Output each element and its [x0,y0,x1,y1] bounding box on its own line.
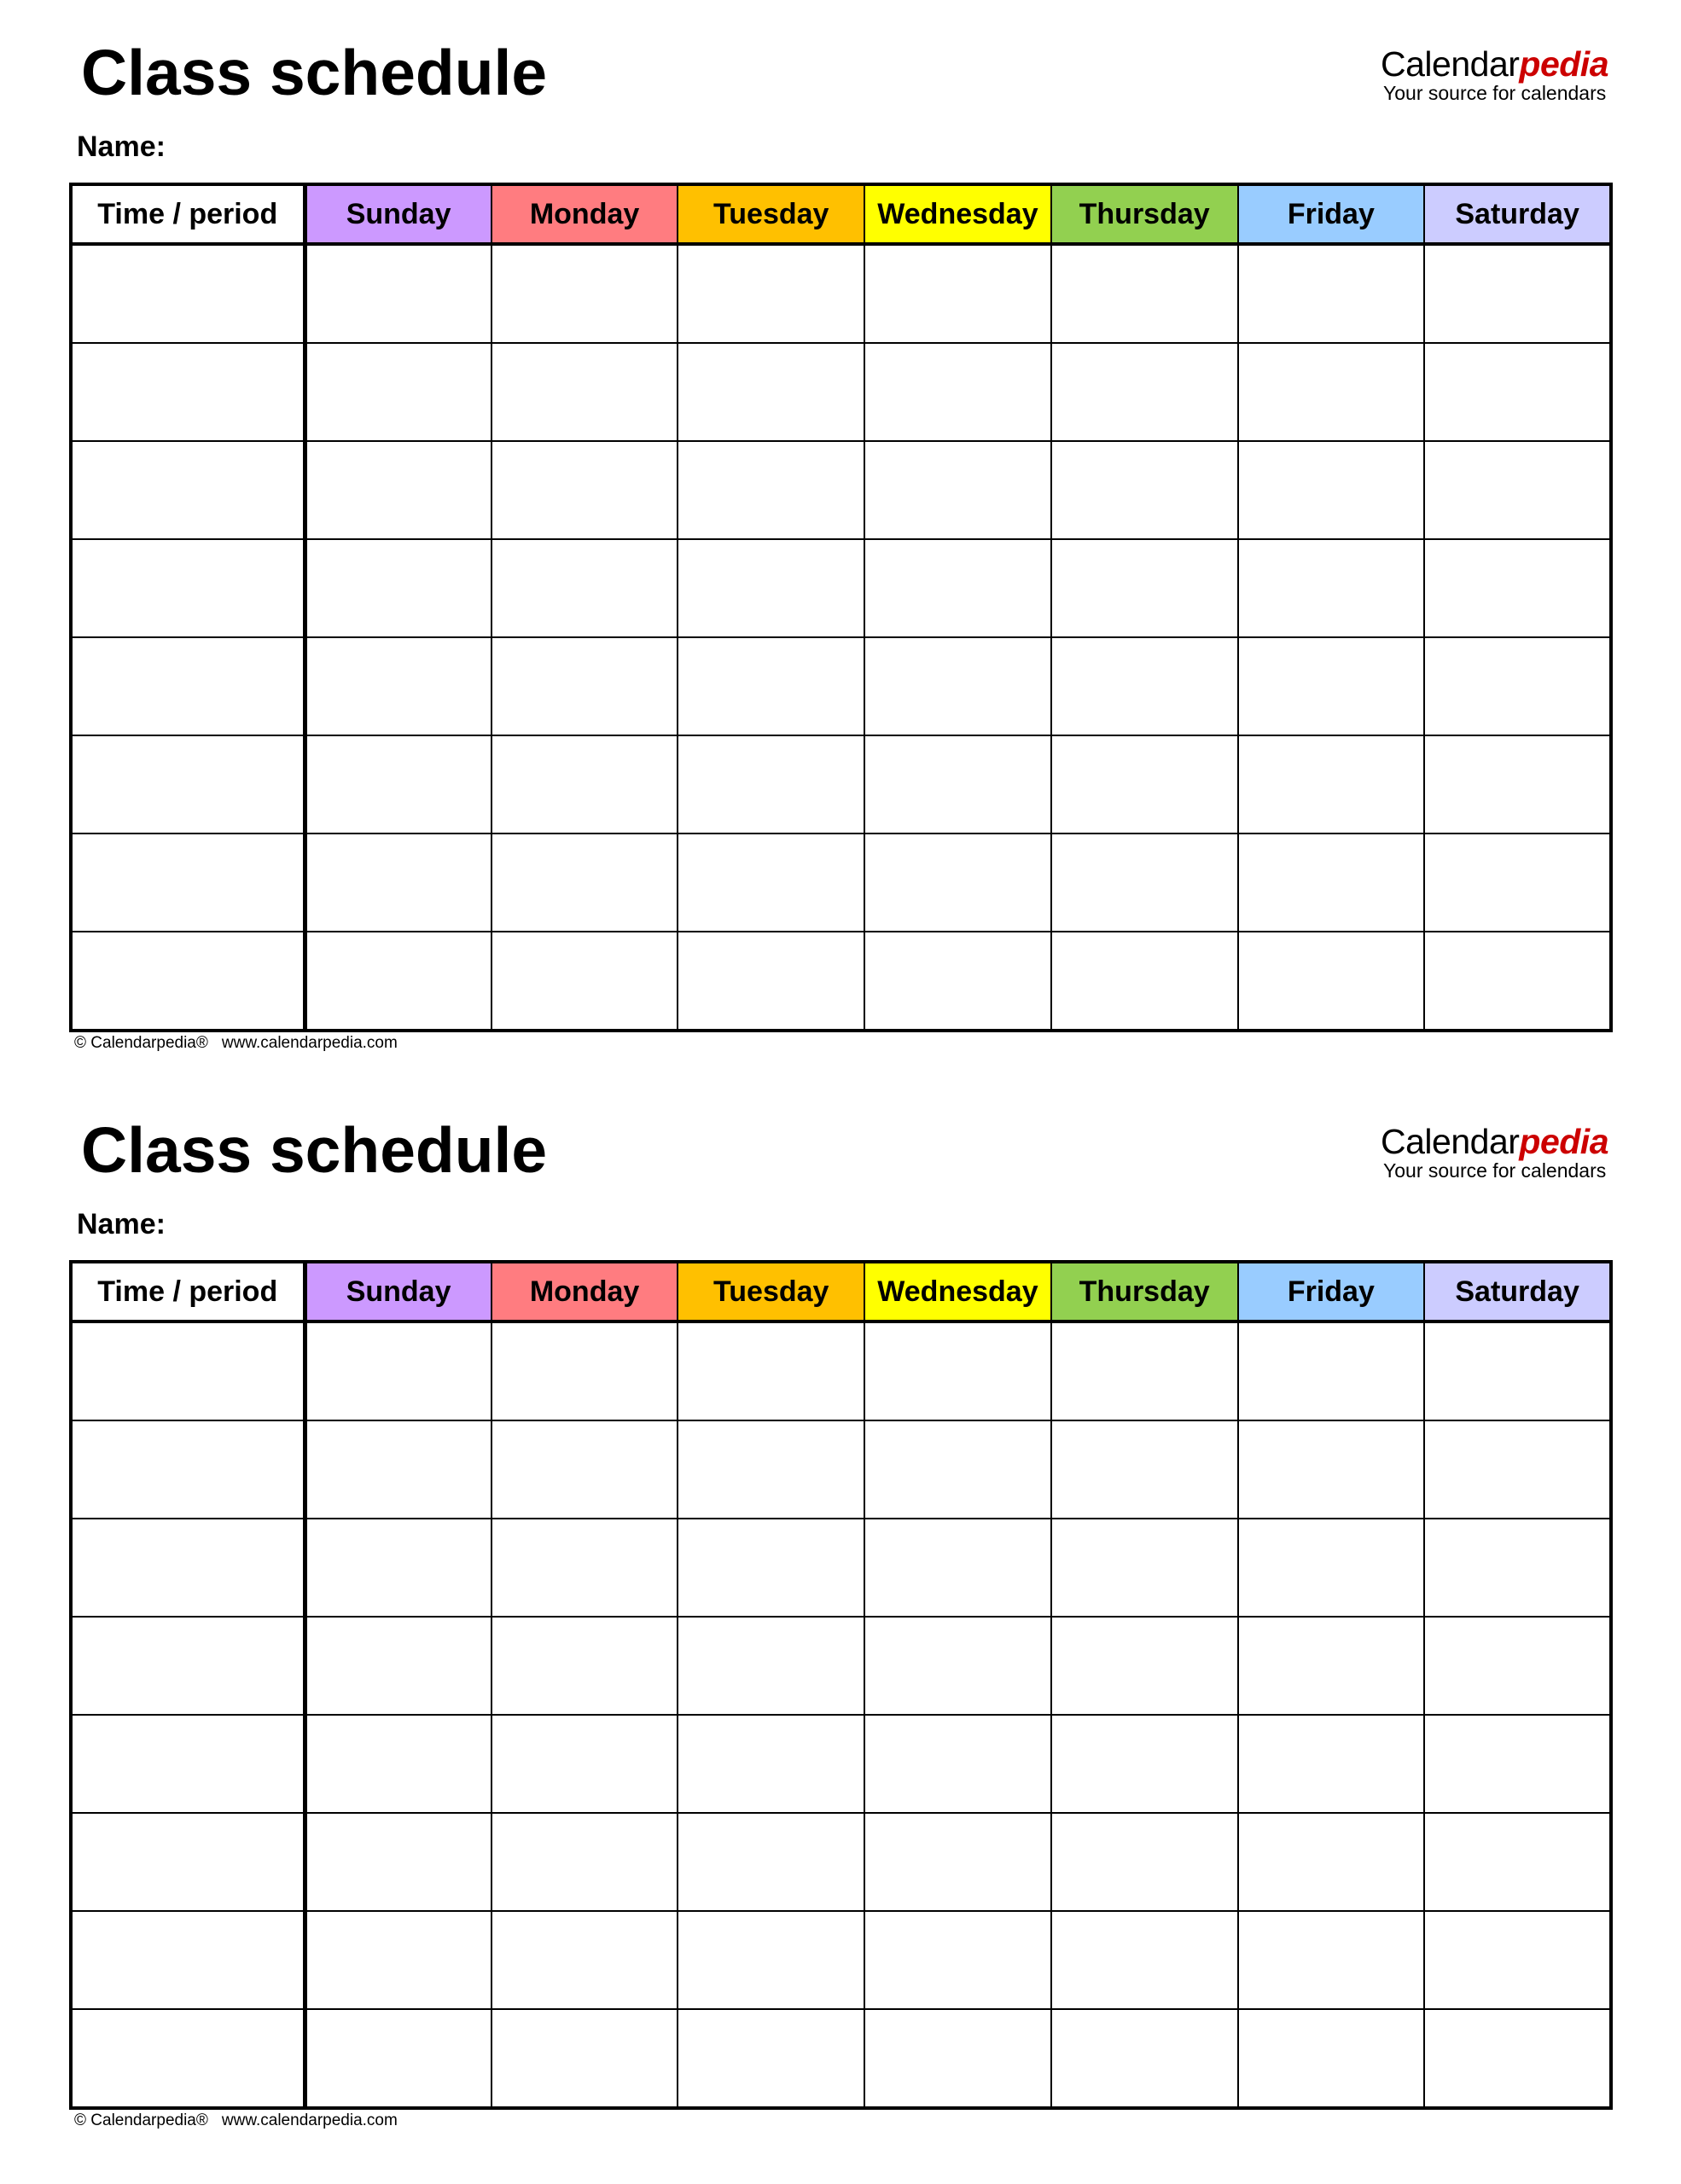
schedule-cell-tuesday[interactable] [678,539,864,637]
schedule-cell-wednesday[interactable] [864,244,1051,343]
schedule-cell-saturday[interactable] [1424,2009,1611,2108]
schedule-cell-sunday[interactable] [305,2009,492,2108]
schedule-row [71,343,1611,441]
calendarpedia-logo [1381,1124,1608,1181]
schedule-cell-wednesday[interactable] [864,1617,1051,1715]
time-period-header: Time / period [71,184,305,244]
day-header-friday: Friday [1238,1262,1425,1321]
logo-brand-suffix: pedia [1519,44,1608,84]
schedule-cell-tuesday[interactable] [678,932,864,1031]
schedule-cell-sunday[interactable] [305,1715,492,1813]
schedule-cell-tuesday[interactable] [678,244,864,343]
schedule-cell-monday[interactable] [492,834,678,932]
schedule-cell-friday[interactable] [1238,2009,1425,2108]
schedule-cell-monday[interactable] [492,1617,678,1715]
time-period-cell[interactable] [71,1911,305,2009]
schedule-cell-thursday[interactable] [1051,1321,1238,1420]
schedule-cell-friday[interactable] [1238,1617,1425,1715]
schedule-row [71,1911,1611,2009]
schedule-cell-tuesday[interactable] [678,343,864,441]
schedule-cell-sunday[interactable] [305,637,492,735]
header-row [71,184,1611,244]
time-period-cell[interactable] [71,244,305,343]
day-header-tuesday: Tuesday [678,1262,864,1321]
schedule-cell-saturday[interactable] [1424,244,1611,343]
page-title: Class schedule [81,37,548,108]
logo-wordmark [1381,44,1608,84]
day-header-thursday: Thursday [1051,184,1238,244]
schedule-cell-monday[interactable] [492,539,678,637]
schedule-cell-wednesday[interactable] [864,932,1051,1031]
logo-tagline: Your source for calendars [1383,1159,1607,1182]
schedule-cell-wednesday[interactable] [864,637,1051,735]
schedule-cell-monday[interactable] [492,1519,678,1617]
schedule-cell-friday[interactable] [1238,735,1425,834]
schedule-row [71,539,1611,637]
schedule-cell-tuesday[interactable] [678,637,864,735]
logo-brand-prefix: Calendar [1381,44,1520,84]
footer-credit [74,2112,398,2129]
time-period-cell[interactable] [71,932,305,1031]
schedule-cell-thursday[interactable] [1051,1911,1238,2009]
schedule-cell-sunday[interactable] [305,1911,492,2009]
schedule-cell-tuesday[interactable] [678,1813,864,1911]
footer-url: www.calendarpedia.com [221,2111,398,2129]
schedule-cell-sunday[interactable] [305,932,492,1031]
schedule-body [71,244,1611,1031]
day-header-sunday: Sunday [305,1262,492,1321]
day-header-friday: Friday [1238,184,1425,244]
schedule-cell-friday[interactable] [1238,244,1425,343]
schedule-cell-monday[interactable] [492,932,678,1031]
schedule-cell-thursday[interactable] [1051,244,1238,343]
schedule-cell-friday[interactable] [1238,932,1425,1031]
schedule-cell-tuesday[interactable] [678,1420,864,1519]
schedule-cell-wednesday[interactable] [864,1519,1051,1617]
schedule-cell-tuesday[interactable] [678,1715,864,1813]
schedule-cell-thursday[interactable] [1051,1715,1238,1813]
schedule-cell-monday[interactable] [492,343,678,441]
schedule-table [69,183,1613,1032]
time-period-cell[interactable] [71,1617,305,1715]
footer-url: www.calendarpedia.com [221,1034,398,1052]
day-header-monday: Monday [492,184,678,244]
time-period-cell[interactable] [71,834,305,932]
name-label: Name: [77,1208,166,1240]
logo-wordmark [1381,1124,1608,1159]
schedule-cell-friday[interactable] [1238,1519,1425,1617]
schedule-cell-wednesday[interactable] [864,834,1051,932]
schedule-row [71,932,1611,1031]
schedule-cell-thursday[interactable] [1051,637,1238,735]
schedule-cell-friday[interactable] [1238,441,1425,539]
schedule-cell-monday[interactable] [492,1911,678,2009]
schedule-cell-thursday[interactable] [1051,834,1238,932]
time-period-cell[interactable] [71,1420,305,1519]
schedule-table [69,1260,1613,2110]
footer-copyright: © Calendarpedia® [74,2111,208,2129]
schedule-cell-monday[interactable] [492,1715,678,1813]
schedule-cell-monday[interactable] [492,1321,678,1420]
schedule-cell-tuesday[interactable] [678,1911,864,2009]
schedule-row [71,834,1611,932]
schedule-cell-friday[interactable] [1238,1420,1425,1519]
schedule-cell-monday[interactable] [492,441,678,539]
time-period-cell[interactable] [71,1321,305,1420]
schedule-cell-thursday[interactable] [1051,1420,1238,1519]
schedule-cell-sunday[interactable] [305,343,492,441]
footer-credit [74,1035,398,1051]
logo-tagline: Your source for calendars [1383,82,1607,104]
day-header-tuesday: Tuesday [678,184,864,244]
footer-copyright: © Calendarpedia® [74,1034,208,1052]
time-period-cell[interactable] [71,539,305,637]
schedule-cell-saturday[interactable] [1424,637,1611,735]
schedule-cell-sunday[interactable] [305,1321,492,1420]
schedule-row [71,2009,1611,2108]
day-header-wednesday: Wednesday [864,1262,1051,1321]
schedule-cell-wednesday[interactable] [864,343,1051,441]
schedule-cell-saturday[interactable] [1424,1321,1611,1420]
schedule-cell-monday[interactable] [492,1813,678,1911]
schedule-cell-tuesday[interactable] [678,834,864,932]
schedule-cell-sunday[interactable] [305,244,492,343]
schedule-cell-saturday[interactable] [1424,343,1611,441]
schedule-cell-saturday[interactable] [1424,1813,1611,1911]
schedule-cell-monday[interactable] [492,735,678,834]
schedule-cell-saturday[interactable] [1424,441,1611,539]
day-header-monday: Monday [492,1262,678,1321]
schedule-cell-thursday[interactable] [1051,1617,1238,1715]
logo-brand-suffix: pedia [1519,1122,1608,1161]
page-title: Class schedule [81,1114,548,1186]
schedule-cell-thursday[interactable] [1051,932,1238,1031]
schedule-row [71,1321,1611,1420]
time-period-cell[interactable] [71,1519,305,1617]
schedule-row [71,441,1611,539]
schedule-row [71,735,1611,834]
schedule-cell-friday[interactable] [1238,1321,1425,1420]
schedule-row [71,1519,1611,1617]
time-period-cell[interactable] [71,1715,305,1813]
schedule-cell-saturday[interactable] [1424,1519,1611,1617]
schedule-cell-sunday[interactable] [305,539,492,637]
time-period-cell[interactable] [71,343,305,441]
schedule-cell-wednesday[interactable] [864,1321,1051,1420]
schedule-cell-tuesday[interactable] [678,1519,864,1617]
schedule-cell-thursday[interactable] [1051,735,1238,834]
schedule-cell-wednesday[interactable] [864,2009,1051,2108]
time-period-cell[interactable] [71,735,305,834]
schedule-cell-tuesday[interactable] [678,735,864,834]
schedule-row [71,1813,1611,1911]
schedule-row [71,1715,1611,1813]
schedule-cell-saturday[interactable] [1424,735,1611,834]
time-period-cell[interactable] [71,441,305,539]
schedule-cell-tuesday[interactable] [678,2009,864,2108]
logo-brand-prefix: Calendar [1381,1122,1520,1161]
time-period-header: Time / period [71,1262,305,1321]
schedule-cell-wednesday[interactable] [864,1911,1051,2009]
schedule-cell-saturday[interactable] [1424,1715,1611,1813]
schedule-cell-sunday[interactable] [305,834,492,932]
schedule-cell-wednesday[interactable] [864,539,1051,637]
schedule-row [71,637,1611,735]
schedule-cell-monday[interactable] [492,244,678,343]
schedule-cell-friday[interactable] [1238,1813,1425,1911]
schedule-cell-saturday[interactable] [1424,834,1611,932]
schedule-cell-friday[interactable] [1238,343,1425,441]
schedule-cell-monday[interactable] [492,637,678,735]
schedule-cell-sunday[interactable] [305,1813,492,1911]
schedule-cell-thursday[interactable] [1051,1813,1238,1911]
schedule-cell-tuesday[interactable] [678,1617,864,1715]
schedule-cell-friday[interactable] [1238,834,1425,932]
schedule-cell-thursday[interactable] [1051,1519,1238,1617]
schedule-cell-wednesday[interactable] [864,735,1051,834]
schedule-cell-thursday[interactable] [1051,2009,1238,2108]
schedule-row [71,1420,1611,1519]
schedule-cell-sunday[interactable] [305,1617,492,1715]
schedule-row [71,1617,1611,1715]
schedule-cell-saturday[interactable] [1424,1420,1611,1519]
schedule-row [71,244,1611,343]
schedule-cell-saturday[interactable] [1424,1617,1611,1715]
schedule-cell-thursday[interactable] [1051,441,1238,539]
schedule-cell-wednesday[interactable] [864,1813,1051,1911]
schedule-cell-friday[interactable] [1238,1715,1425,1813]
schedule-cell-thursday[interactable] [1051,343,1238,441]
name-label: Name: [77,131,166,163]
schedule-cell-wednesday[interactable] [864,1420,1051,1519]
schedule-cell-friday[interactable] [1238,1911,1425,2009]
schedule-cell-friday[interactable] [1238,637,1425,735]
time-period-cell[interactable] [71,1813,305,1911]
schedule-cell-tuesday[interactable] [678,441,864,539]
schedule-cell-wednesday[interactable] [864,1715,1051,1813]
schedule-cell-sunday[interactable] [305,735,492,834]
schedule-cell-sunday[interactable] [305,441,492,539]
schedule-cell-sunday[interactable] [305,1420,492,1519]
schedule-body [71,1321,1611,2108]
schedule-cell-saturday[interactable] [1424,539,1611,637]
time-period-cell[interactable] [71,637,305,735]
day-header-wednesday: Wednesday [864,184,1051,244]
day-header-saturday: Saturday [1424,1262,1611,1321]
schedule-cell-thursday[interactable] [1051,539,1238,637]
time-period-cell[interactable] [71,2009,305,2108]
day-header-thursday: Thursday [1051,1262,1238,1321]
schedule-cell-wednesday[interactable] [864,441,1051,539]
schedule-cell-monday[interactable] [492,1420,678,1519]
calendarpedia-logo [1381,44,1608,104]
schedule-cell-tuesday[interactable] [678,1321,864,1420]
schedule-cell-monday[interactable] [492,2009,678,2108]
day-header-sunday: Sunday [305,184,492,244]
schedule-cell-saturday[interactable] [1424,932,1611,1031]
schedule-cell-saturday[interactable] [1424,1911,1611,2009]
schedule-cell-friday[interactable] [1238,539,1425,637]
schedule-cell-sunday[interactable] [305,1519,492,1617]
header-row [71,1262,1611,1321]
day-header-saturday: Saturday [1424,184,1611,244]
